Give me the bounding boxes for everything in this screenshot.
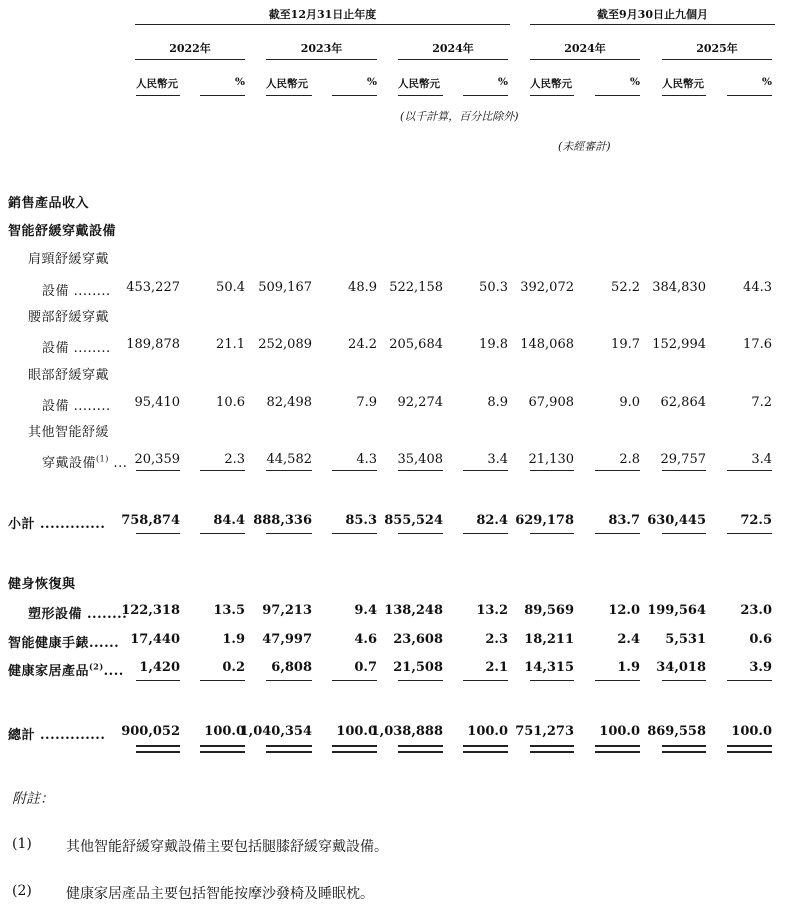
year-header-rule: [398, 59, 508, 60]
single-rule: [332, 470, 377, 471]
year-header-3: 2024年: [564, 42, 606, 55]
year-header-1: 2023年: [300, 42, 343, 55]
cell-value: 9.0: [619, 395, 640, 410]
single-rule: [530, 470, 574, 471]
single-rule: [727, 680, 772, 681]
cell-value: 1.9: [222, 632, 245, 647]
cell-value: 1,038,888: [370, 724, 443, 739]
double-rule: [332, 745, 377, 753]
row-label-text: 智能健康手錶......: [8, 636, 120, 651]
double-rule: [136, 745, 180, 753]
cell-value: 630,445: [647, 513, 706, 528]
cell-value: 189,878: [126, 337, 180, 352]
section-sales: 銷售產品收入: [8, 196, 90, 211]
cell-value: 18,211: [524, 632, 574, 647]
cell-value: 2.3: [485, 632, 508, 647]
cell-value: 1,420: [139, 660, 180, 675]
cell-value: 44,582: [266, 452, 312, 467]
cell-value: 3.4: [487, 452, 508, 467]
cell-value: 34,018: [656, 660, 706, 675]
cell-value: 1.9: [617, 660, 640, 675]
cell-value: 3.4: [751, 452, 772, 467]
year-header-0: 2022年: [169, 42, 211, 55]
cell-value: 82.4: [476, 513, 508, 528]
cell-value: 855,524: [384, 513, 443, 528]
cell-value: 84.4: [213, 513, 245, 528]
cell-value: 83.7: [608, 513, 640, 528]
single-rule: [530, 533, 574, 534]
cell-value: 2.4: [617, 632, 640, 647]
single-rule: [398, 680, 443, 681]
double-rule: [595, 745, 640, 753]
single-rule: [662, 533, 706, 534]
single-rule: [727, 470, 772, 471]
double-rule: [398, 745, 443, 753]
year-header-rule: [135, 59, 245, 60]
cell-value: 72.5: [740, 513, 772, 528]
unit-rule: [530, 95, 574, 96]
cell-value: 522,158: [389, 280, 443, 295]
single-rule: [463, 533, 508, 534]
single-rule: [332, 680, 377, 681]
footnote-title: 附註：: [12, 791, 54, 807]
row-label-text: 設備 ........: [42, 341, 111, 356]
row-label-text: 穿戴設備: [42, 456, 97, 471]
double-rule: [530, 745, 574, 753]
unit-rule: [662, 95, 706, 96]
cell-value: 3.9: [749, 660, 772, 675]
single-rule: [200, 680, 245, 681]
note-unaudited: (未經審計): [558, 140, 611, 153]
single-rule: [662, 680, 706, 681]
row-label-dots: ....: [103, 664, 124, 679]
single-rule: [662, 470, 706, 471]
cell-value: 85.3: [345, 513, 377, 528]
cell-value: 35,408: [397, 452, 443, 467]
single-rule: [595, 680, 640, 681]
unit-rmb: 人民幣元: [530, 78, 572, 90]
row-label-text: 塑形設備 ........: [28, 607, 128, 622]
cell-value: 95,410: [134, 395, 180, 410]
unit-rule: [595, 95, 640, 96]
single-rule: [136, 680, 180, 681]
single-rule: [136, 470, 180, 471]
cell-value: 453,227: [126, 280, 180, 295]
cell-value: 138,248: [384, 603, 443, 618]
cell-value: 252,089: [258, 337, 312, 352]
cell-value: 21,130: [528, 452, 574, 467]
cell-value: 21.1: [216, 337, 245, 352]
cell-value: 13.5: [213, 603, 245, 618]
year-header-rule: [266, 59, 377, 60]
unit-rule: [200, 95, 245, 96]
total-label: 總計 .............: [8, 728, 106, 743]
cell-value: 758,874: [121, 513, 180, 528]
cell-value: 869,558: [647, 724, 706, 739]
cell-value: 751,273: [515, 724, 574, 739]
single-rule: [332, 533, 377, 534]
cell-value: 2.1: [485, 660, 508, 675]
cell-value: 50.4: [216, 280, 245, 295]
cell-value: 50.3: [479, 280, 508, 295]
single-rule: [266, 680, 312, 681]
cell-value: 48.9: [348, 280, 377, 295]
cell-value: 97,213: [262, 603, 312, 618]
cell-value: 0.2: [222, 660, 245, 675]
footnote-1-number: (1): [12, 836, 32, 852]
single-rule: [200, 533, 245, 534]
footnote-2-number: (2): [12, 883, 32, 899]
cell-value: 20,359: [134, 452, 180, 467]
cell-value: 17,440: [130, 632, 180, 647]
cell-value: 888,336: [253, 513, 312, 528]
cell-value: 629,178: [515, 513, 574, 528]
cell-value: 1,040,354: [239, 724, 312, 739]
unit-pct: %: [630, 76, 640, 88]
single-rule: [136, 533, 180, 534]
cell-value: 29,757: [660, 452, 706, 467]
header-9m-group: 截至9月30日止九個月: [597, 8, 708, 21]
cell-value: 100.0: [204, 724, 245, 739]
cell-value: 122,318: [121, 603, 180, 618]
cell-value: 2.8: [619, 452, 640, 467]
cell-value: 100.0: [599, 724, 640, 739]
row-label-dots: ...: [108, 456, 128, 471]
cell-value: 23,608: [393, 632, 443, 647]
cell-value: 900,052: [121, 724, 180, 739]
row-label-text: 健康家居產品: [8, 664, 90, 679]
cell-value: 9.4: [354, 603, 377, 618]
footnote-2-text: 健康家居產品主要包括智能按摩沙發椅及睡眠枕。: [66, 886, 374, 902]
year-header-rule: [530, 59, 640, 60]
cell-value: 19.8: [479, 337, 508, 352]
cell-value: 199,564: [647, 603, 706, 618]
cell-value: 8.9: [487, 395, 508, 410]
footnote-ref: (1): [96, 454, 109, 464]
single-rule: [595, 470, 640, 471]
single-rule: [266, 470, 312, 471]
unit-rule: [266, 95, 312, 96]
cell-value: 13.2: [476, 603, 508, 618]
cell-value: 0.7: [354, 660, 377, 675]
row-label-text: 設備 ........: [42, 399, 111, 414]
double-rule: [727, 745, 772, 753]
single-rule: [200, 470, 245, 471]
cell-value: 5,531: [665, 632, 706, 647]
double-rule: [266, 745, 312, 753]
single-rule: [530, 680, 574, 681]
unit-pct: %: [498, 76, 508, 88]
cell-value: 62,864: [660, 395, 706, 410]
cell-value: 21,508: [393, 660, 443, 675]
cell-value: 67,908: [528, 395, 574, 410]
single-rule: [595, 533, 640, 534]
unit-pct: %: [762, 76, 772, 88]
note-thousands: (以千計算，百分比除外): [400, 110, 519, 123]
section-fitness: 健身恢復與: [8, 577, 76, 592]
footnote-ref: (2): [89, 661, 104, 672]
double-rule: [463, 745, 508, 753]
row-label-text: 設備 ........: [42, 284, 111, 299]
header-fy-group: 截至12月31日止年度: [268, 8, 377, 21]
cell-value: 89,569: [524, 603, 574, 618]
section-smart: 智能舒緩穿戴設備: [8, 224, 117, 239]
unit-rmb: 人民幣元: [266, 78, 308, 90]
cell-value: 92,274: [397, 395, 443, 410]
unit-rule: [332, 95, 377, 96]
unit-rule: [463, 95, 508, 96]
cell-value: 52.2: [611, 280, 640, 295]
cell-value: 19.7: [611, 337, 640, 352]
year-header-2: 2024年: [432, 42, 474, 55]
cell-value: 10.6: [216, 395, 245, 410]
year-header-rule: [662, 59, 772, 60]
cell-value: 0.6: [749, 632, 772, 647]
cell-value: 7.9: [356, 395, 377, 410]
single-rule: [727, 533, 772, 534]
cell-value: 205,684: [389, 337, 443, 352]
cell-value: 23.0: [740, 603, 772, 618]
cell-value: 100.0: [467, 724, 508, 739]
cell-value: 12.0: [608, 603, 640, 618]
single-rule: [463, 470, 508, 471]
cell-value: 2.3: [224, 452, 245, 467]
row-label-line1: 其他智能舒緩: [28, 425, 110, 440]
cell-value: 47,997: [262, 632, 312, 647]
cell-value: 4.6: [354, 632, 377, 647]
row-label-line1: 腰部舒緩穿戴: [28, 310, 110, 325]
cell-value: 100.0: [731, 724, 772, 739]
cell-value: 100.0: [336, 724, 377, 739]
cell-value: 17.6: [743, 337, 772, 352]
cell-value: 44.3: [743, 280, 772, 295]
single-rule: [463, 680, 508, 681]
row-label-line1: 眼部舒緩穿戴: [28, 368, 110, 383]
unit-rmb: 人民幣元: [662, 78, 704, 90]
cell-value: 384,830: [652, 280, 706, 295]
cell-value: 24.2: [348, 337, 377, 352]
single-rule: [398, 470, 443, 471]
single-rule: [398, 533, 443, 534]
double-rule: [200, 745, 245, 753]
unit-rule: [727, 95, 772, 96]
unit-rule: [136, 95, 180, 96]
unit-pct: %: [367, 76, 377, 88]
cell-value: 7.2: [751, 395, 772, 410]
year-header-4: 2025年: [696, 42, 738, 55]
cell-value: 152,994: [652, 337, 706, 352]
cell-value: 6,808: [271, 660, 312, 675]
unit-rmb: 人民幣元: [398, 78, 440, 90]
double-rule: [662, 745, 706, 753]
row-label-line1: 肩頸舒緩穿戴: [28, 252, 110, 267]
cell-value: 4.3: [356, 452, 377, 467]
cell-value: 148,068: [520, 337, 574, 352]
cell-value: 82,498: [266, 395, 312, 410]
unit-pct: %: [235, 76, 245, 88]
cell-value: 14,315: [524, 660, 574, 675]
subtotal-label: 小計 .............: [8, 517, 106, 532]
cell-value: 509,167: [258, 280, 312, 295]
single-rule: [266, 533, 312, 534]
unit-rule: [398, 95, 443, 96]
cell-value: 392,072: [520, 280, 574, 295]
unit-rmb: 人民幣元: [136, 78, 178, 90]
footnote-1-text: 其他智能舒緩穿戴設備主要包括腿膝舒緩穿戴設備。: [66, 839, 388, 855]
